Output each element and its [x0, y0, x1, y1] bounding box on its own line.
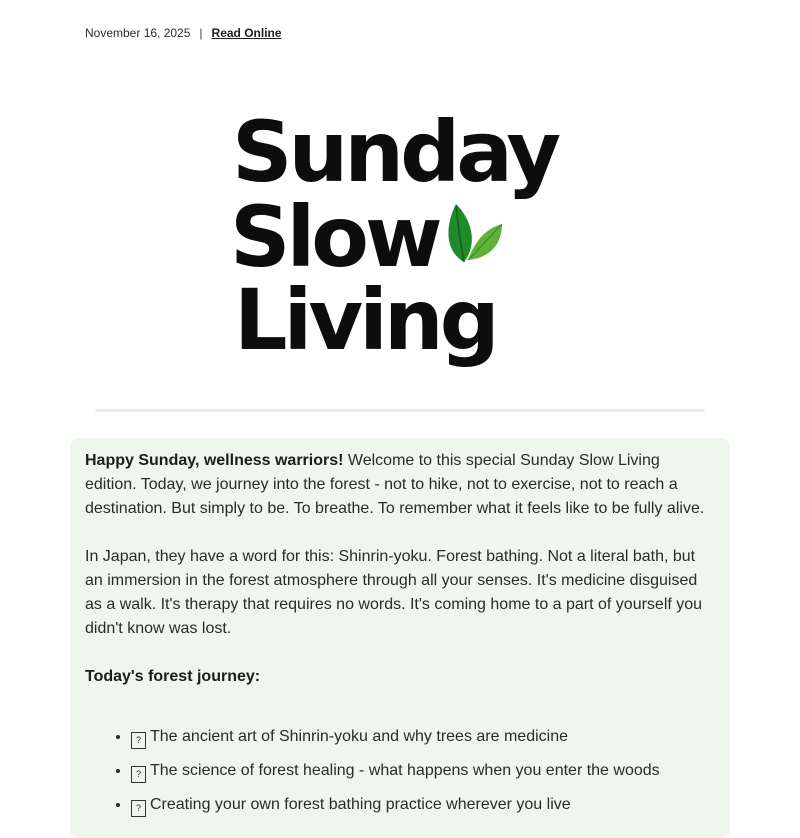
- logo-line-slow: Slow: [230, 188, 439, 286]
- logo-line-sunday: Sunday: [232, 103, 558, 201]
- leaf-icon: [442, 202, 504, 264]
- list-item-text: The ancient art of Shinrin-yoku and why trees are medicine: [150, 728, 568, 745]
- science-emoji-icon: ?: [131, 766, 146, 783]
- read-online-link[interactable]: Read Online: [211, 26, 282, 40]
- newsletter-body: [85, 449, 715, 827]
- header-bar: [85, 26, 282, 40]
- tree-emoji-icon: ?: [131, 732, 146, 749]
- header-divider: [95, 409, 705, 412]
- list-item: [131, 725, 715, 749]
- journey-list: [85, 725, 715, 817]
- logo-line-living: Living: [234, 271, 496, 369]
- header-separator: |: [199, 26, 203, 40]
- brand-logo: [230, 100, 570, 390]
- intro-paragraph: [85, 449, 715, 521]
- greeting: Happy Sunday, wellness warriors!: [85, 452, 344, 469]
- list-item-text: Creating your own forest bathing practice wherever you live: [150, 796, 571, 813]
- shinrin-yoku-paragraph: In Japan, they have a word for this: Shinrin-yoku. Forest bathing. Not a literal bath, but an immersion in the forest atmosphere through all your senses. It's medicine disguised as a walk. It's therapy that requires no words. It's coming home to a part of yourself you didn't know was lost.: [85, 548, 703, 637]
- list-item: [131, 759, 715, 783]
- list-item-text: The science of forest healing - what happens when you enter the woods: [150, 762, 660, 779]
- leaf-emoji-icon: ?: [131, 800, 146, 817]
- issue-date: November 16, 2025: [85, 26, 191, 40]
- list-item: [131, 793, 715, 817]
- journey-heading: Today's forest journey:: [85, 668, 261, 685]
- intro-text: Welcome to this special Sunday Slow Living edition. Today, we journey into the forest - not to hike, not to exercise, not to reach a destination. But simply to be. To breathe. To remember what it feels like to be fully alive.: [85, 452, 705, 517]
